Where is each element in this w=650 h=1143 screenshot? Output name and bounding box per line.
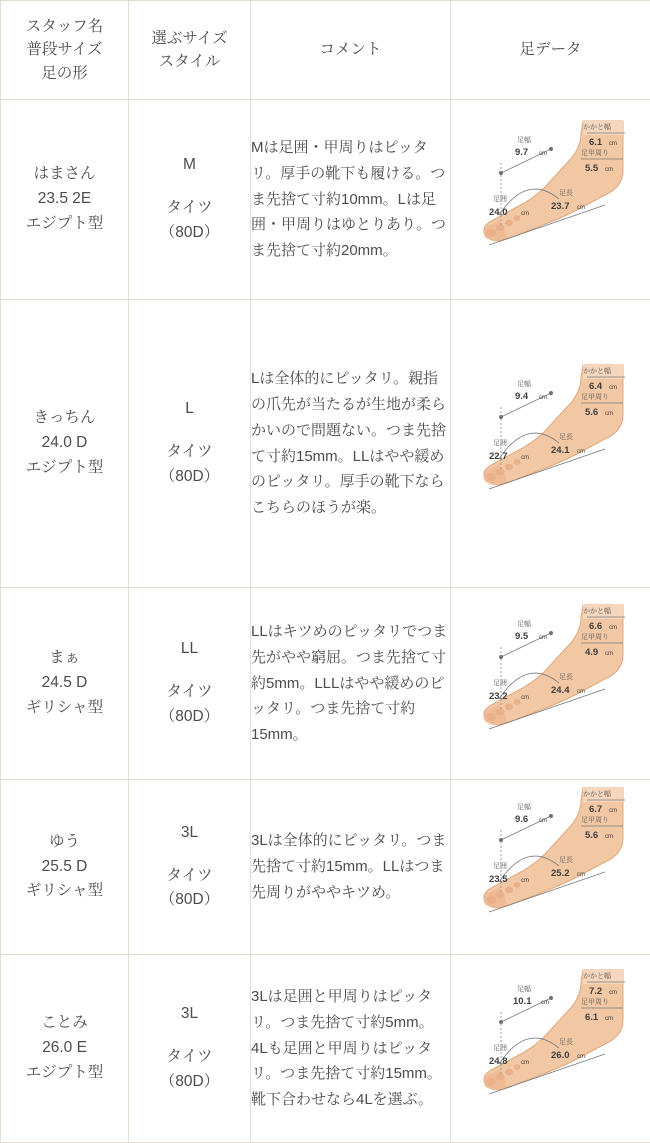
instep-label: 足甲周り (581, 997, 609, 1006)
foot-length-label: 足長 (559, 1037, 573, 1046)
size-cell (129, 300, 251, 588)
selected-size: LL (129, 637, 250, 662)
foot-width-label: 足幅 (517, 379, 531, 388)
heel-width-unit: cm (609, 990, 617, 996)
heel-width-label: かかと幅 (583, 971, 611, 980)
heel-width-unit: cm (609, 385, 617, 391)
instep-label: 足甲周り (581, 632, 609, 641)
style-name: タイツ (129, 680, 250, 705)
staff-usual-size: 24.0 D (1, 431, 128, 456)
table-row (1, 780, 650, 955)
staff-usual-size: 24.5 D (1, 671, 128, 696)
staff-name: まぁ (1, 646, 128, 671)
table-row (1, 300, 650, 588)
staff-name: きっちん (1, 406, 128, 431)
heel-width-label: かかと幅 (583, 122, 611, 131)
size-cell (129, 588, 251, 780)
foot-girth-label: 足囲 (493, 861, 507, 870)
table-row (1, 588, 650, 780)
staff-usual-size: 25.5 D (1, 855, 128, 880)
foot-width-unit: cm (539, 818, 547, 824)
foot-length-unit: cm (577, 449, 585, 455)
style-denier: （80D） (129, 1070, 250, 1095)
staff-cell (1, 100, 129, 300)
comment-cell: LLはキツめのピッタリでつま先がやや窮屈。つま先捨て寸約5mm。LLLはやや緩めのピッタリ。つま先捨て寸約15mm。 (251, 588, 451, 780)
foot-length-unit: cm (577, 689, 585, 695)
foot-diagram-svg (455, 964, 647, 1134)
foot-girth-unit: cm (521, 878, 529, 884)
instep-value: 5.6 (585, 830, 598, 841)
foot-girth-value: 24.0 (489, 207, 508, 218)
style-denier: （80D） (129, 465, 250, 490)
heel-width-unit: cm (609, 141, 617, 147)
foot-diagram (455, 782, 647, 952)
foot-girth-unit: cm (521, 695, 529, 701)
staff-name: ゆう (1, 830, 128, 855)
staff-foot-type: ギリシャ型 (1, 696, 128, 721)
table-body (1, 100, 650, 1143)
column-header-footdata (451, 1, 650, 100)
foot-length-value: 25.2 (551, 868, 570, 879)
instep-label: 足甲周り (581, 815, 609, 824)
foot-width-unit: cm (539, 151, 547, 157)
instep-value: 5.5 (585, 163, 599, 174)
size-cell (129, 100, 251, 300)
instep-value: 5.6 (585, 407, 598, 418)
size-cell (129, 955, 251, 1143)
foot-diagram (455, 359, 647, 529)
foot-girth-unit: cm (521, 1060, 529, 1066)
instep-label: 足甲周り (581, 392, 609, 401)
foot-width-unit: cm (541, 1000, 549, 1006)
column-header-footdata-line1: 足データ (451, 38, 650, 61)
instep-value: 4.9 (585, 647, 598, 658)
heel-width-value: 6.4 (589, 381, 603, 392)
foot-girth-value: 22.7 (489, 451, 508, 462)
staff-cell (1, 955, 129, 1143)
foot-length-value: 26.0 (551, 1050, 570, 1061)
column-header-comment-line1: コメント (251, 38, 450, 61)
style-name: タイツ (129, 1045, 250, 1070)
foot-width-unit: cm (539, 395, 547, 401)
foot-length-label: 足長 (559, 188, 573, 197)
staff-foot-type: エジプト型 (1, 1061, 128, 1086)
staff-foot-type: ギリシャ型 (1, 879, 128, 904)
foot-data-cell (451, 955, 650, 1143)
staff-name: はまさん (1, 162, 128, 187)
comment-cell: 3Lは足囲と甲周りはピッタリ。つま先捨て寸約5mm。4Lも足囲と甲周りはピッタリ。つま先捨て寸約15mm。靴下合わせなら4Lを選ぶ。 (251, 955, 451, 1143)
foot-girth-value: 24.8 (489, 1056, 508, 1067)
column-header-size-line1: 選ぶサイズ (129, 27, 250, 50)
table-header (1, 1, 650, 100)
column-header-size (129, 1, 251, 100)
foot-diagram-svg (455, 599, 647, 769)
comment-cell: Mは足囲・甲周りはピッタリ。厚手の靴下も履ける。つま先捨て寸約10mm。Lは足囲・甲周りはゆとりあり。つま先捨て寸約20mm。 (251, 100, 451, 300)
heel-width-unit: cm (609, 808, 617, 814)
column-header-staff (1, 1, 129, 100)
style-name: タイツ (129, 440, 250, 465)
comment-cell: 3Lは全体的にピッタリ。つま先捨て寸約15mm。LLはつま先周りがややキツめ。 (251, 780, 451, 955)
instep-value: 6.1 (585, 1012, 599, 1023)
foot-girth-label: 足囲 (493, 678, 507, 687)
foot-diagram-svg (455, 359, 647, 529)
heel-width-label: かかと幅 (583, 606, 611, 615)
heel-width-value: 6.1 (589, 137, 603, 148)
foot-length-value: 24.4 (551, 685, 570, 696)
foot-diagram (455, 964, 647, 1134)
foot-width-value: 9.7 (515, 147, 528, 158)
foot-length-value: 23.7 (551, 201, 570, 212)
instep-unit: cm (605, 651, 613, 657)
foot-width-value: 9.4 (515, 391, 529, 402)
foot-width-label: 足幅 (517, 619, 531, 628)
staff-cell (1, 780, 129, 955)
foot-girth-label: 足囲 (493, 1043, 507, 1052)
foot-girth-label: 足囲 (493, 438, 507, 447)
staff-cell (1, 588, 129, 780)
foot-width-label: 足幅 (517, 135, 531, 144)
heel-width-unit: cm (609, 625, 617, 631)
foot-girth-unit: cm (521, 211, 529, 217)
column-header-staff-line3: 足の形 (1, 62, 128, 85)
style-denier: （80D） (129, 705, 250, 730)
comment-cell: Lは全体的にピッタリ。親指の爪先が当たるが生地が柔らかいので問題ない。つま先捨て寸約15mm。LLはやや緩めのピッタリ。厚手の靴下ならこちらのほうが楽。 (251, 300, 451, 588)
table-row (1, 955, 650, 1143)
selected-size: L (129, 397, 250, 422)
size-cell (129, 780, 251, 955)
style-name: タイツ (129, 196, 250, 221)
instep-unit: cm (605, 834, 613, 840)
foot-width-label: 足幅 (517, 802, 531, 811)
heel-width-value: 6.6 (589, 621, 602, 632)
selected-size: M (129, 153, 250, 178)
foot-data-cell (451, 100, 650, 300)
foot-data-cell (451, 780, 650, 955)
instep-unit: cm (605, 1016, 613, 1022)
foot-width-label: 足幅 (517, 984, 531, 993)
table-row (1, 100, 650, 300)
selected-size: 3L (129, 1002, 250, 1027)
instep-label: 足甲周り (581, 148, 609, 157)
column-header-staff-line1: スタッフ名 (1, 15, 128, 38)
foot-diagram-svg (455, 115, 647, 285)
style-name: タイツ (129, 864, 250, 889)
foot-diagram-svg (455, 782, 647, 952)
foot-data-cell (451, 588, 650, 780)
foot-width-unit: cm (539, 635, 547, 641)
foot-length-unit: cm (577, 872, 585, 878)
foot-diagram (455, 599, 647, 769)
instep-unit: cm (605, 167, 613, 173)
foot-length-unit: cm (577, 205, 585, 211)
style-denier: （80D） (129, 221, 250, 246)
heel-width-value: 7.2 (589, 986, 602, 997)
foot-width-value: 9.6 (515, 814, 528, 825)
foot-girth-unit: cm (521, 455, 529, 461)
staff-usual-size: 26.0 E (1, 1036, 128, 1061)
instep-unit: cm (605, 411, 613, 417)
style-denier: （80D） (129, 888, 250, 913)
foot-girth-value: 23.2 (489, 691, 508, 702)
table-header-row (1, 1, 650, 100)
column-header-size-line2: スタイル (129, 50, 250, 73)
selected-size: 3L (129, 821, 250, 846)
foot-length-label: 足長 (559, 672, 573, 681)
foot-width-value: 9.5 (515, 631, 529, 642)
staff-foot-type: エジプト型 (1, 212, 128, 237)
foot-girth-label: 足囲 (493, 194, 507, 203)
foot-length-unit: cm (577, 1054, 585, 1060)
column-header-staff-line2: 普段サイズ (1, 38, 128, 61)
staff-cell (1, 300, 129, 588)
foot-girth-value: 23.5 (489, 874, 508, 885)
staff-name: ことみ (1, 1011, 128, 1036)
staff-usual-size: 23.5 2E (1, 187, 128, 212)
heel-width-label: かかと幅 (583, 789, 611, 798)
foot-diagram (455, 115, 647, 285)
foot-width-value: 10.1 (513, 996, 532, 1007)
column-header-comment (251, 1, 451, 100)
foot-length-label: 足長 (559, 432, 573, 441)
foot-length-value: 24.1 (551, 445, 570, 456)
foot-data-cell (451, 300, 650, 588)
staff-foot-type: エジプト型 (1, 456, 128, 481)
foot-length-label: 足長 (559, 855, 573, 864)
heel-width-label: かかと幅 (583, 366, 611, 375)
heel-width-value: 6.7 (589, 804, 602, 815)
